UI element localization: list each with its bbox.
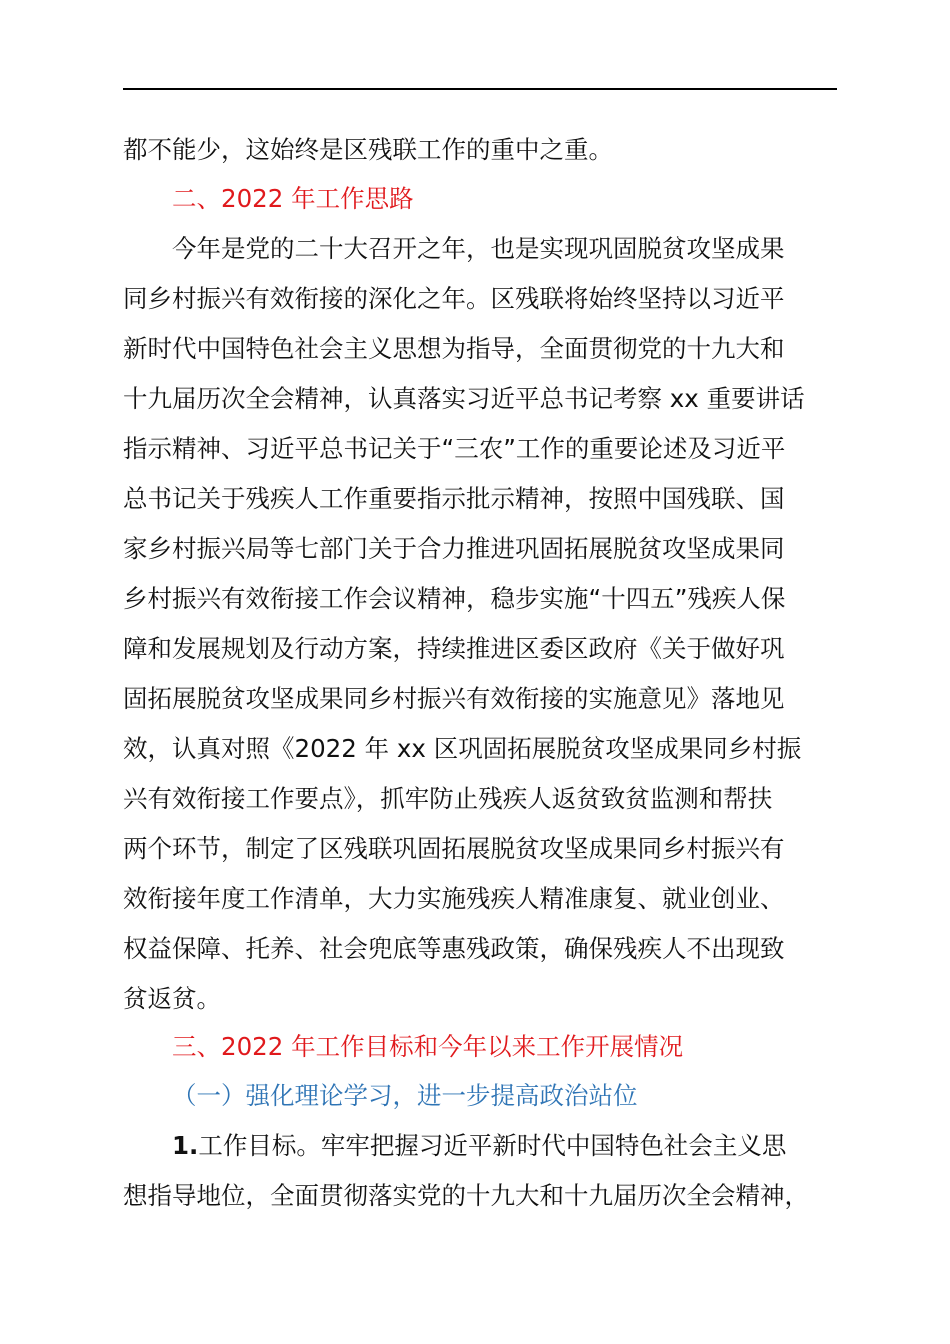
paragraph-line: 权益保障、托养、社会兜底等惠残政策，确保残疾人不出现致: [123, 934, 785, 963]
paragraph-line: 效，认真对照《2022 年 xx 区巩固拓展脱贫攻坚成果同乡村振: [123, 734, 802, 763]
paragraph-line: 今年是党的二十大召开之年，也是实现巩固脱贫攻坚成果: [172, 234, 785, 263]
paragraph-line: [172, 1121, 902, 1171]
paragraph-line: 新时代中国特色社会主义思想为指导，全面贯彻党的十九大和: [123, 334, 785, 363]
paragraph-line: 指示精神、习近平总书记关于“三农”工作的重要论述及习近平: [123, 434, 786, 463]
paragraph-line: 都不能少，这始终是区残联工作的重中之重。: [123, 135, 613, 164]
section-heading: 二、2022 年工作思路: [172, 184, 414, 213]
paragraph-line: 十九届历次全会精神，认真落实习近平总书记考察 xx 重要讲话: [123, 384, 805, 413]
paragraph-line: 两个环节，制定了区残联巩固拓展脱贫攻坚成果同乡村振兴有: [123, 834, 785, 863]
item-text: 工作目标。牢牢把握习近平新时代中国特色社会主义思: [198, 1131, 787, 1160]
section-heading: 三、2022 年工作目标和今年以来工作开展情况: [172, 1032, 684, 1061]
paragraph-line: 乡村振兴有效衔接工作会议精神，稳步实施“十四五”残疾人保: [123, 584, 786, 613]
paragraph-line: 效衔接年度工作清单，大力实施残疾人精准康复、就业创业、: [123, 884, 785, 913]
paragraph-line: 总书记关于残疾人工作重要指示批示精神，按照中国残联、国: [123, 484, 785, 513]
paragraph-line: 兴有效衔接工作要点》，抓牢防止残疾人返贫致贫监测和帮扶: [123, 784, 773, 813]
paragraph-line: 同乡村振兴有效衔接的深化之年。区残联将始终坚持以习近平: [123, 284, 785, 313]
paragraph-line: 障和发展规划及行动方案，持续推进区委区政府《关于做好巩: [123, 634, 785, 663]
paragraph-line: 家乡村振兴局等七部门关于合力推进巩固拓展脱贫攻坚成果同: [123, 534, 785, 563]
item-number: 1.: [172, 1131, 199, 1160]
header-rule: [123, 88, 837, 90]
paragraph-line: 想指导地位，全面贯彻落实党的十九大和十九届历次全会精神，: [123, 1181, 809, 1210]
subsection-heading: （一）强化理论学习，进一步提高政治站位: [172, 1081, 638, 1110]
paragraph-line: 贫返贫。: [123, 984, 221, 1013]
paragraph-line: 固拓展脱贫攻坚成果同乡村振兴有效衔接的实施意见》落地见: [123, 684, 785, 713]
